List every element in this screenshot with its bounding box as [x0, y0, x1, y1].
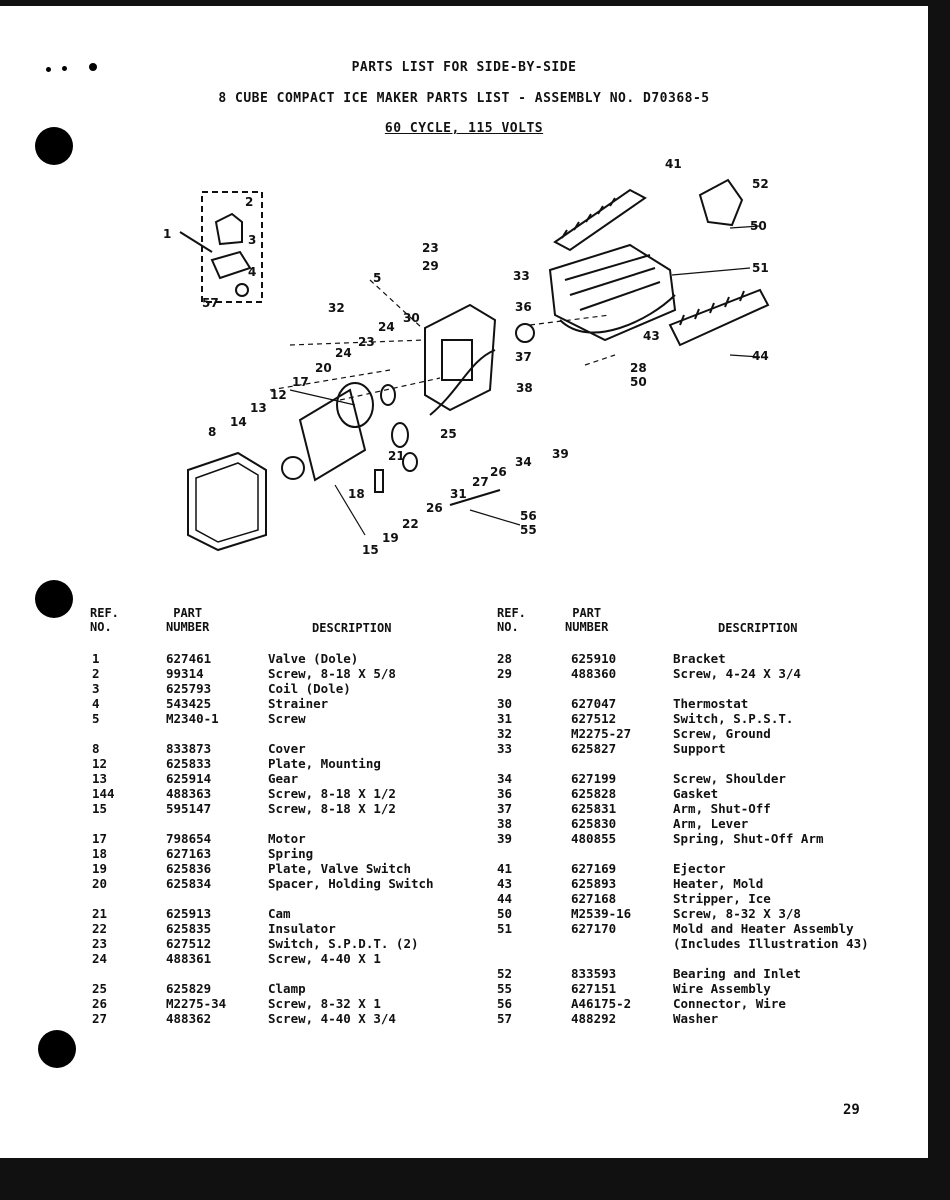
cell-desc: Screw, 8-18 X 5/8: [268, 666, 396, 681]
cell-ref: 13: [92, 771, 108, 786]
cell-ref: 52: [497, 966, 513, 981]
cell-desc: Ejector: [673, 861, 726, 876]
callout-label: 24: [335, 346, 352, 360]
cell-part: 627151: [571, 981, 617, 996]
cell-ref: 2: [92, 666, 100, 681]
cell-part: 480855: [571, 831, 617, 846]
gear-shape: [282, 457, 304, 479]
cell-part: 798654: [166, 831, 212, 846]
cell-desc: Support: [673, 741, 726, 756]
callout-label: 1: [163, 227, 172, 241]
col-header-part: PART NUMBER: [565, 606, 609, 634]
cell-part: 833873: [166, 741, 212, 756]
callout-label: 52: [752, 177, 769, 191]
callout-label: 25: [440, 427, 457, 441]
callout-label: 28: [630, 361, 647, 375]
cell-part: 488363: [166, 786, 212, 801]
cell-desc: Screw, 4-24 X 3/4: [673, 666, 801, 681]
col-header-description: DESCRIPTION: [312, 621, 392, 635]
cell-desc: Strainer: [268, 696, 329, 711]
cell-desc: Clamp: [268, 981, 306, 996]
callout-label: 22: [402, 517, 419, 531]
cell-desc: Screw, Shoulder: [673, 771, 786, 786]
callout-label: 27: [472, 475, 489, 489]
cell-part: 488361: [166, 951, 212, 966]
callout-label: 17: [292, 375, 309, 389]
binder-hole: [38, 1030, 76, 1068]
cell-ref: 44: [497, 891, 513, 906]
cell-desc: Screw, Ground: [673, 726, 771, 741]
cell-ref: 17: [92, 831, 108, 846]
cell-ref: 34: [497, 771, 513, 786]
cell-ref: 43: [497, 876, 513, 891]
cell-desc: Plate, Mounting: [268, 756, 381, 771]
callout-label: 3: [248, 233, 257, 247]
cell-ref: 15: [92, 801, 108, 816]
col-header-ref: REF. NO.: [497, 606, 526, 634]
cell-ref: 32: [497, 726, 513, 741]
callout-label: 36: [515, 300, 532, 314]
parts-table-right: [497, 651, 907, 1031]
cell-ref: 39: [497, 831, 513, 846]
cell-ref: 38: [497, 816, 513, 831]
callout-label: 14: [230, 415, 247, 429]
cell-desc: Valve (Dole): [268, 651, 359, 666]
callout-label: 44: [752, 349, 769, 363]
cell-part: 543425: [166, 696, 212, 711]
callout-label: 34: [515, 455, 532, 469]
cell-ref: 28: [497, 651, 513, 666]
cell-ref: 33: [497, 741, 513, 756]
cell-ref: 25: [92, 981, 108, 996]
callout-label: 8: [208, 425, 217, 439]
cell-part: 625910: [571, 651, 617, 666]
parts-table-left: [92, 651, 492, 1031]
callout-label: 51: [752, 261, 769, 275]
valve-body-shape: [212, 252, 250, 278]
callout-label: 23: [358, 335, 375, 349]
cell-ref: 20: [92, 876, 108, 891]
cell-desc: Screw, 4-40 X 3/4: [268, 1011, 396, 1026]
callout-label: 30: [403, 311, 420, 325]
cell-part: 488362: [166, 1011, 212, 1026]
callout-label: 19: [382, 531, 399, 545]
cell-ref: 31: [497, 711, 513, 726]
cell-desc: Bracket: [673, 651, 726, 666]
cell-ref: 21: [92, 906, 108, 921]
cell-desc: Arm, Lever: [673, 816, 749, 831]
cell-ref: 41: [497, 861, 513, 876]
cell-part: M2275-27: [571, 726, 632, 741]
cell-part: 625836: [166, 861, 212, 876]
cell-desc: Coil (Dole): [268, 681, 351, 696]
binder-hole: [35, 580, 73, 618]
callout-label: 2: [245, 195, 254, 209]
cell-part: 627199: [571, 771, 617, 786]
cell-ref: 12: [92, 756, 108, 771]
cell-ref: 26: [92, 996, 108, 1011]
cell-ref: 5: [92, 711, 100, 726]
cell-ref: 51: [497, 921, 513, 936]
cell-desc: Cam: [268, 906, 291, 921]
exploded-diagram: [160, 150, 800, 570]
cell-part: 625830: [571, 816, 617, 831]
callout-label: 4: [248, 265, 257, 279]
cell-ref: 55: [497, 981, 513, 996]
cell-ref: 56: [497, 996, 513, 1011]
cell-part: M2275-34: [166, 996, 227, 1011]
cell-part: 627047: [571, 696, 617, 711]
cell-part: 625829: [166, 981, 212, 996]
cell-desc: Gasket: [673, 786, 719, 801]
cell-ref: 1: [92, 651, 100, 666]
callout-label: 55: [520, 523, 537, 537]
page-title: PARTS LIST FOR SIDE-BY-SIDE: [351, 60, 577, 75]
stripper-shape: [670, 290, 768, 345]
cell-desc: Screw, 8-32 X 3/8: [673, 906, 801, 921]
ejector-shape: [555, 190, 645, 250]
scan-border-right: [928, 0, 950, 1200]
cell-desc: Washer: [673, 1011, 719, 1026]
cell-desc: Bearing and Inlet: [673, 966, 801, 981]
callout-label: 12: [270, 388, 287, 402]
cell-desc: Screw, 8-18 X 1/2: [268, 786, 396, 801]
cell-desc: Spacer, Holding Switch: [268, 876, 434, 891]
col-header-part: PART NUMBER: [166, 606, 210, 634]
callout-label: 33: [513, 269, 530, 283]
callout-label: 21: [388, 449, 405, 463]
cell-part: M2340-1: [166, 711, 219, 726]
cell-part: 99314: [166, 666, 204, 681]
washer-shape: [236, 284, 248, 296]
scan-border-top: [0, 0, 950, 6]
callout-label: 32: [328, 301, 345, 315]
cell-ref: 50: [497, 906, 513, 921]
cell-desc: Wire Assembly: [673, 981, 771, 996]
callout-label: 56: [520, 509, 537, 523]
callout-label: 24: [378, 320, 395, 334]
cell-ref: 23: [92, 936, 108, 951]
cell-desc: Insulator: [268, 921, 336, 936]
cell-desc: Screw, 8-32 X 1: [268, 996, 381, 1011]
cell-desc: Arm, Shut-Off: [673, 801, 771, 816]
cell-part: 627461: [166, 651, 212, 666]
cell-part: 625831: [571, 801, 617, 816]
cell-desc: Heater, Mold: [673, 876, 764, 891]
callout-label: 23: [422, 241, 439, 255]
bearing-inlet-shape: [700, 180, 742, 225]
cell-desc: Screw, 4-40 X 1: [268, 951, 381, 966]
cell-desc: Switch, S.P.D.T. (2): [268, 936, 419, 951]
cell-ref: 29: [497, 666, 513, 681]
callout-label: 31: [450, 487, 467, 501]
cell-desc: Plate, Valve Switch: [268, 861, 411, 876]
callout-label: 57: [202, 296, 219, 310]
callout-label: 26: [490, 465, 507, 479]
cell-part: 595147: [166, 801, 212, 816]
valve-coil-shape: [216, 214, 242, 244]
cell-part: 627169: [571, 861, 617, 876]
cell-desc: Spring: [268, 846, 314, 861]
callout-label: 15: [362, 543, 379, 557]
cell-ref: 19: [92, 861, 108, 876]
cell-desc: Cover: [268, 741, 306, 756]
cell-part: 625833: [166, 756, 212, 771]
support-shape: [425, 305, 495, 410]
cell-desc: Thermostat: [673, 696, 749, 711]
cell-ref: 27: [92, 1011, 108, 1026]
cell-desc: Stripper, Ice: [673, 891, 771, 906]
cell-part: 625914: [166, 771, 212, 786]
cell-ref: 57: [497, 1011, 513, 1026]
cell-part: 625834: [166, 876, 212, 891]
cell-part: 627168: [571, 891, 617, 906]
cell-part: 627512: [166, 936, 212, 951]
cell-desc: Screw: [268, 711, 306, 726]
callout-label: 29: [422, 259, 439, 273]
callout-label: 50: [630, 375, 647, 389]
cell-ref: 3: [92, 681, 100, 696]
col-header-ref: REF. NO.: [90, 606, 119, 634]
mounting-plate-shape: [300, 390, 365, 480]
page-subtitle: 8 CUBE COMPACT ICE MAKER PARTS LIST - ASSEMBLY NO. D70368-5: [218, 91, 710, 106]
cell-ref: 144: [92, 786, 115, 801]
cell-desc: Screw, 8-18 X 1/2: [268, 801, 396, 816]
cell-part: 625793: [166, 681, 212, 696]
callout-label: 20: [315, 361, 332, 375]
cell-part: 625835: [166, 921, 212, 936]
callout-label: 50: [750, 219, 767, 233]
cell-ref: 22: [92, 921, 108, 936]
callout-label: 41: [665, 157, 682, 171]
callout-label: 38: [516, 381, 533, 395]
cell-part: 627170: [571, 921, 617, 936]
cell-desc: Motor: [268, 831, 306, 846]
cell-part: 488292: [571, 1011, 617, 1026]
cell-desc: (Includes Illustration 43): [673, 936, 869, 951]
callout-label: 5: [373, 271, 382, 285]
cell-ref: 37: [497, 801, 513, 816]
cell-desc: Connector, Wire: [673, 996, 786, 1011]
cell-ref: 24: [92, 951, 108, 966]
callout-label: 13: [250, 401, 267, 415]
callout-label: 18: [348, 487, 365, 501]
page-number: 29: [843, 1102, 860, 1118]
cell-part: 488360: [571, 666, 617, 681]
cell-part: 627512: [571, 711, 617, 726]
cell-ref: 18: [92, 846, 108, 861]
cell-part: 625827: [571, 741, 617, 756]
cell-part: 625893: [571, 876, 617, 891]
power-spec: 60 CYCLE, 115 VOLTS: [384, 121, 544, 136]
cell-desc: Mold and Heater Assembly: [673, 921, 854, 936]
cell-part: 833593: [571, 966, 617, 981]
cell-ref: 36: [497, 786, 513, 801]
callout-label: 26: [426, 501, 443, 515]
callout-label: 37: [515, 350, 532, 364]
callout-label: 39: [552, 447, 569, 461]
cell-part: M2539-16: [571, 906, 632, 921]
cell-part: 627163: [166, 846, 212, 861]
cell-desc: Spring, Shut-Off Arm: [673, 831, 824, 846]
scan-border-bottom: [0, 1158, 950, 1200]
cell-ref: 8: [92, 741, 100, 756]
callout-label: 43: [643, 329, 660, 343]
cell-ref: 30: [497, 696, 513, 711]
col-header-description: DESCRIPTION: [718, 621, 798, 635]
cell-desc: Gear: [268, 771, 299, 786]
cell-part: 625913: [166, 906, 212, 921]
cell-part: 625828: [571, 786, 617, 801]
cell-ref: 4: [92, 696, 100, 711]
cell-desc: Switch, S.P.S.T.: [673, 711, 794, 726]
cell-part: A46175-2: [571, 996, 632, 1011]
